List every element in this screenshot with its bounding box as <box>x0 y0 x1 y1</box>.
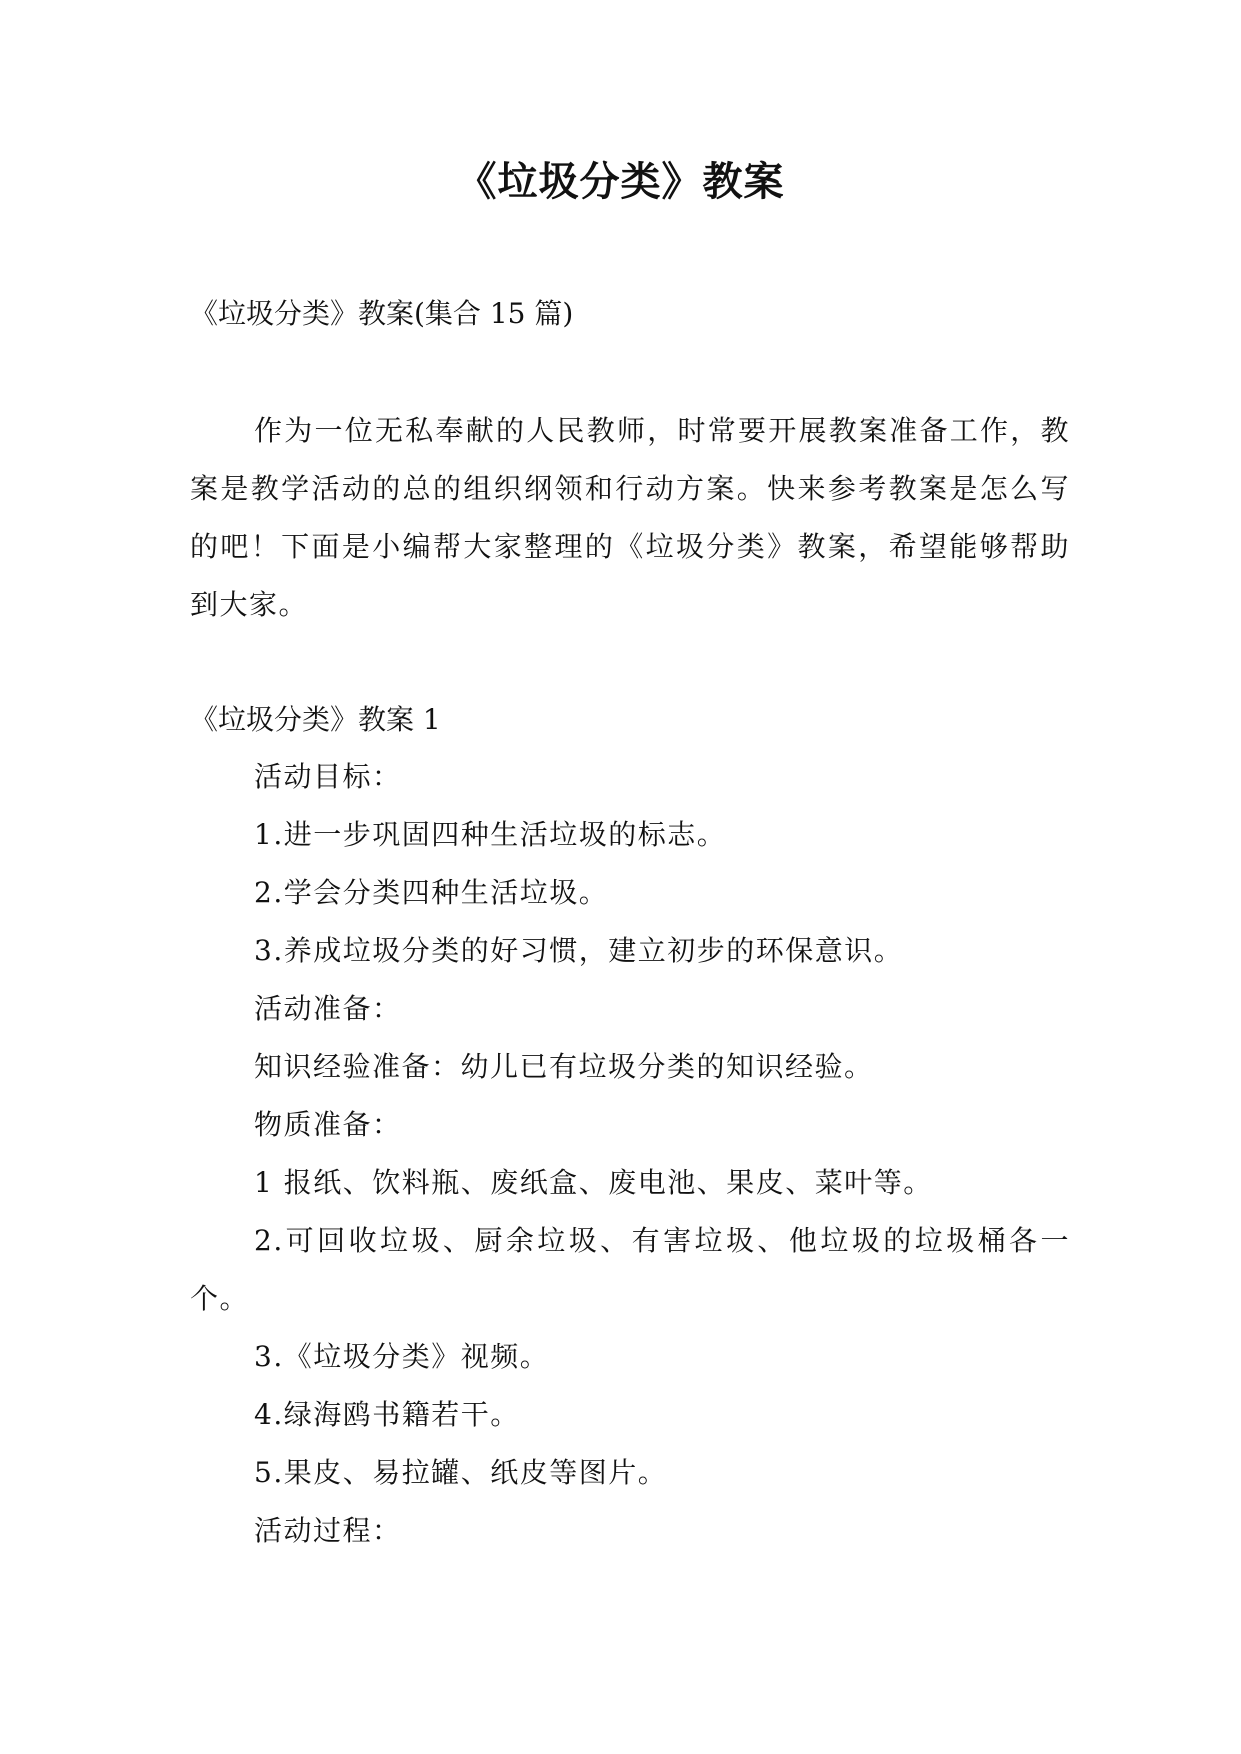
body-line: 3.《垃圾分类》视频。 <box>254 1340 550 1373</box>
body-line: 2.可回收垃圾、厨余垃圾、有害垃圾、他垃圾的垃圾桶各一个。 <box>190 1224 1070 1315</box>
document-title: 《垃圾分类》教案 <box>456 158 785 205</box>
section-heading: 《垃圾分类》教案 1 <box>190 703 441 736</box>
body-line: 1.进一步巩固四种生活垃圾的标志。 <box>254 818 727 851</box>
body-line: 2.学会分类四种生活垃圾。 <box>254 876 609 909</box>
body-line: 物质准备： <box>254 1108 402 1141</box>
body-line: 4.绿海鸥书籍若干。 <box>254 1398 520 1431</box>
body-line: 活动目标： <box>254 760 402 793</box>
body-line: 活动过程： <box>254 1514 402 1547</box>
body-line: 5.果皮、易拉罐、纸皮等图片。 <box>254 1456 668 1489</box>
body-line: 知识经验准备：幼儿已有垃圾分类的知识经验。 <box>254 1050 874 1083</box>
body-line: 3.养成垃圾分类的好习惯，建立初步的环保意识。 <box>254 934 904 967</box>
section-body <box>190 748 1070 1560</box>
intro-paragraph: 作为一位无私奉献的人民教师，时常要开展教案准备工作，教案是教学活动的总的组织纲领和行动方案。快来参考教案是怎么写的吧！下面是小编帮大家整理的《垃圾分类》教案，希望能够帮助到大家。 <box>190 414 1070 621</box>
document-subtitle: 《垃圾分类》教案(集合 15 篇) <box>190 297 574 330</box>
body-line: 活动准备： <box>254 992 402 1025</box>
body-line: 1 报纸、饮料瓶、废纸盒、废电池、果皮、菜叶等。 <box>254 1166 933 1199</box>
